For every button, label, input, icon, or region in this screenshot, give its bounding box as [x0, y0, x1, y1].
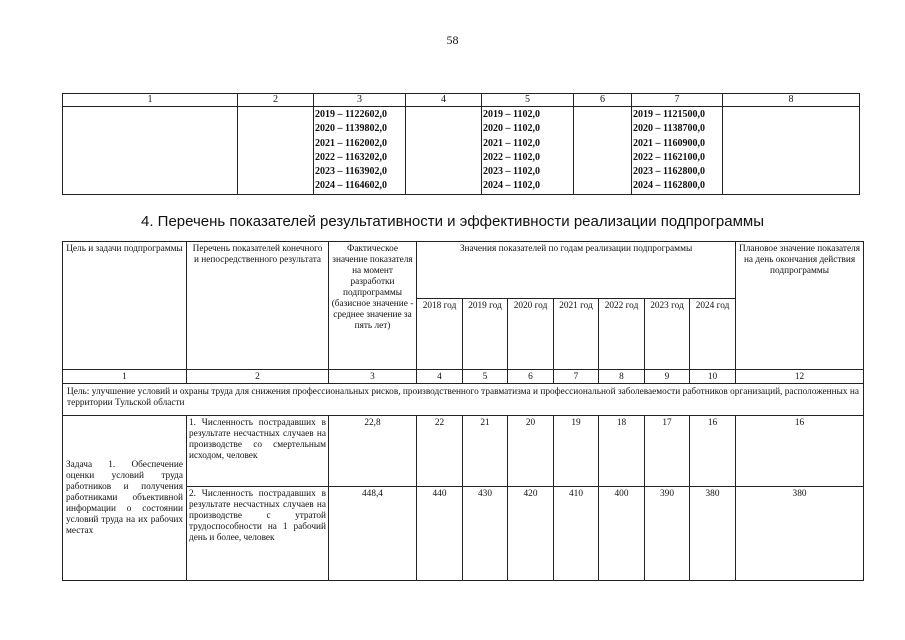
col-header: 3: [314, 94, 406, 107]
year-value-cell: 18: [599, 416, 645, 487]
base-value-cell: 448,4: [329, 487, 417, 581]
col-number: 7: [554, 370, 599, 384]
column-numbers-row: [63, 370, 864, 384]
task-cell: Задача 1. Обеспечение оценки условий труда работников и получения работниками объективной информации о состоянии условий труда на их рабочих местах: [63, 416, 187, 581]
year-value-cell: 390: [645, 487, 690, 581]
funding-header-row: [63, 94, 860, 107]
year-value-cell: 22: [417, 416, 463, 487]
col-number: 10: [690, 370, 736, 384]
col-header: 2: [238, 94, 314, 107]
goal-row: [63, 384, 864, 416]
year-value-cell: 16: [690, 416, 736, 487]
funding-line: 2022 – 1102,0: [483, 151, 540, 163]
table-row: [63, 416, 864, 487]
col-number: 6: [508, 370, 554, 384]
actual-value-header: Фактическое значение показателя на момент разработки подпрограммы (базисное значение - среднее значение за пять лет): [329, 242, 417, 370]
funding-line: 2023 – 1163902,0: [315, 166, 387, 178]
funding-line: 2024 – 1102,0: [483, 180, 540, 192]
empty-cell: [723, 107, 860, 195]
year-value-cell: 400: [599, 487, 645, 581]
year-header: 2019 год: [463, 299, 508, 370]
year-value-cell: 17: [645, 416, 690, 487]
col-number: 9: [645, 370, 690, 384]
col-header: 7: [632, 94, 723, 107]
col-header: 1: [63, 94, 238, 107]
planned-value-cell: 380: [736, 487, 864, 581]
indicators-header: Перечень показателей конечного и непосредственного результата: [187, 242, 329, 370]
planned-value-header: Плановое значение показателя на день окончания действия подпрограммы: [736, 242, 864, 370]
year-value-cell: 430: [463, 487, 508, 581]
indicators-table: [62, 241, 864, 581]
year-header: 2022 год: [599, 299, 645, 370]
funding-table: [62, 93, 860, 195]
planned-value-cell: 16: [736, 416, 864, 487]
by-year-header: Значения показателей по годам реализации подпрограммы: [417, 242, 736, 299]
year-header: 2021 год: [554, 299, 599, 370]
funding-line: 2020 – 1138700,0: [633, 123, 705, 135]
section-title: 4. Перечень показателей результативности и эффективности реализации подпрограммы: [141, 213, 764, 230]
funding-line: 2021 – 1160900,0: [633, 137, 705, 149]
year-value-cell: 410: [554, 487, 599, 581]
funding-line: 2019 – 1122602,0: [315, 109, 387, 120]
col-number: 1: [63, 370, 187, 384]
col-number: 4: [417, 370, 463, 384]
col-number: 12: [736, 370, 864, 384]
funding-line: 2020 – 1139802,0: [315, 123, 387, 135]
col-header: 5: [482, 94, 574, 107]
indicator-cell: 2. Численность пострадавших в результате несчастных случаев на производстве с утратой трудоспособности на 1 рабочий день и более, человек: [187, 487, 329, 581]
funding-line: 2020 – 1102,0: [483, 123, 540, 135]
funding-line: 2023 – 1102,0: [483, 166, 540, 178]
funding-line: 2019 – 1102,0: [483, 109, 540, 120]
funding-line: 2021 – 1162002,0: [315, 137, 387, 149]
other-funding-cell: [632, 107, 723, 195]
page-number: 58: [446, 33, 459, 47]
year-value-cell: 19: [554, 416, 599, 487]
funding-line: 2022 – 1162100,0: [633, 151, 705, 163]
empty-cell: [238, 107, 314, 195]
empty-cell: [63, 107, 238, 195]
funding-line: 2024 – 1162800,0: [633, 180, 705, 192]
year-header: 2024 год: [690, 299, 736, 370]
budget-funding-cell: [482, 107, 574, 195]
funding-values-row: [63, 107, 860, 195]
year-header: 2023 год: [645, 299, 690, 370]
goal-text: Цель: улучшение условий и охраны труда для снижения профессиональных рисков, производственного травматизма и профессиональной заболеваемости работников организаций, расположенных на территории Тульской области: [63, 384, 864, 416]
base-value-cell: 22,8: [329, 416, 417, 487]
funding-line: 2023 – 1162800,0: [633, 166, 705, 178]
funding-line: 2021 – 1102,0: [483, 137, 540, 149]
col-number: 3: [329, 370, 417, 384]
year-value-cell: 20: [508, 416, 554, 487]
year-header: 2018 год: [417, 299, 463, 370]
col-header: 4: [406, 94, 482, 107]
year-value-cell: 380: [690, 487, 736, 581]
year-value-cell: 440: [417, 487, 463, 581]
col-number: 5: [463, 370, 508, 384]
year-value-cell: 21: [463, 416, 508, 487]
col-header: 8: [723, 94, 860, 107]
funding-line: 2019 – 1121500,0: [633, 109, 705, 120]
year-value-cell: 420: [508, 487, 554, 581]
indicators-header-row: [63, 242, 864, 299]
empty-cell: [406, 107, 482, 195]
col-number: 2: [187, 370, 329, 384]
funding-line: 2024 – 1164602,0: [315, 180, 387, 192]
indicator-cell: 1. Численность пострадавших в результате несчастных случаев на производстве со смертельным исходом, человек: [187, 416, 329, 487]
empty-cell: [574, 107, 632, 195]
total-funding-cell: [314, 107, 406, 195]
col-number: 8: [599, 370, 645, 384]
funding-line: 2022 – 1163202,0: [315, 151, 387, 163]
year-header: 2020 год: [508, 299, 554, 370]
goal-header: Цель и задачи подпрограммы: [63, 242, 187, 370]
col-header: 6: [574, 94, 632, 107]
